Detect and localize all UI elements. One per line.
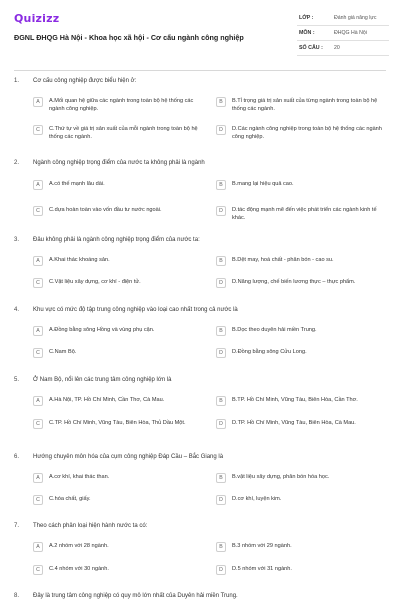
question-number: 3. [14,237,20,243]
worksheet-title: ĐGNL ĐHQG Hà Nội - Khoa học xã hội - Cơ cấu ngành công nghiệp [14,33,244,42]
option-text: B.mang lại hiệu quả cao. [232,181,294,187]
option-letter-badge: D [216,348,226,358]
question-text: Đây là trung tâm công nghiệp có quy mô lớn nhất của Duyên hải miền Trung. [33,593,238,599]
question-text: Ngành công nghiệp trọng điểm của nước ta không phải là ngành [33,160,205,166]
option-letter-badge: D [216,419,226,429]
option-letter-badge: A [33,256,43,266]
option-letter-badge: B [216,180,226,190]
option-letter-badge: A [33,326,43,336]
option-text: B.Dệt may, hoá chất - phân bón - cao su. [232,257,334,263]
option-text: D.TP. Hồ Chí Minh, Vũng Tàu, Biên Hòa, Cà Mau. [232,420,356,426]
option-text: A.Mối quan hệ giữa các ngành trong toàn bộ hệ thống các ngành công nghiệp. [49,98,194,112]
option-text: B.Dọc theo duyên hải miền Trung. [232,327,317,333]
question-number: 4. [14,307,20,313]
option-text: C.Thứ tự về giá trị sản xuất của mỗi ngành trong toàn bộ hệ thống các ngành. [49,126,198,140]
option-text: A.có thế mạnh lâu dài. [49,181,105,187]
meta-label: MÔN : [299,30,315,36]
option-letter-badge: A [33,473,43,483]
option-letter-badge: A [33,180,43,190]
option-letter-badge: A [33,542,43,552]
option-text: A.cơ khí, khai thác than. [49,474,110,480]
meta-row-question-count [297,41,389,56]
option-letter-badge: B [216,542,226,552]
option-letter-badge: C [33,206,43,216]
meta-value: 20 [334,45,340,51]
option-letter-badge: B [216,473,226,483]
option-text: A.Khai thác khoáng sản. [49,257,110,263]
option-letter-badge: C [33,125,43,135]
option-letter-badge: D [216,278,226,288]
option-text: C.dựa hoàn toàn vào vốn đầu tư nước ngoài. [49,207,162,213]
meta-row-class [297,11,389,26]
option-letter-badge: C [33,495,43,505]
option-letter-badge: B [216,97,226,107]
option-text: B.TP. Hồ Chí Minh, Vũng Tàu, Biên Hòa, Cần Thơ. [232,397,358,403]
worksheet-header [0,0,400,68]
option-text: C.Nam Bộ. [49,349,77,355]
option-letter-badge: B [216,256,226,266]
option-letter-badge: D [216,206,226,216]
option-letter-badge: C [33,278,43,288]
meta-value: ĐHQG Hà Nội [334,30,367,36]
question-number: 1. [14,78,20,84]
option-text: D.Năng lượng, chế biến lương thực – thực phẩm. [232,279,356,285]
option-letter-badge: C [33,348,43,358]
meta-value: Đánh giá năng lực [334,15,377,21]
option-text: C.4 nhóm với 30 ngành. [49,566,109,572]
worksheet-meta [297,11,389,56]
question-number: 6. [14,454,20,460]
option-text: B.3 nhóm với 29 ngành. [232,543,292,549]
question-number: 8. [14,593,20,599]
option-text: A.Hà Nội, TP. Hồ Chí Minh, Cần Thơ, Cà Mau. [49,397,165,403]
option-text: D.Các ngành công nghiệp trong toàn bộ hệ thống các ngành công nghiệp. [232,126,382,140]
question-text: Đâu không phải là ngành công nghiệp trọng điểm của nước ta: [33,237,200,243]
question-text: Ở Nam Bộ, nổi lên các trung tâm công nghiệp lớn là [33,377,172,383]
option-text: D.cơ khí, luyện kim. [232,496,282,502]
option-text: A.Đồng bằng sông Hồng và vùng phụ cận. [49,327,155,333]
option-text: B.Tỉ trọng giá trị sản xuất của từng ngành trong toàn bộ hệ thống các ngành. [232,98,378,112]
option-letter-badge: D [216,125,226,135]
option-letter-badge: C [33,565,43,575]
option-letter-badge: D [216,495,226,505]
question-text: Hướng chuyên môn hóa của cụm công nghiệp Đáp Cầu – Bắc Giang là [33,454,224,460]
quizizz-logo: Quizizz [14,12,60,25]
question-number: 2. [14,160,20,166]
meta-label: LỚP : [299,15,314,21]
option-text: D.5 nhóm với 31 ngành. [232,566,292,572]
option-letter-badge: A [33,396,43,406]
meta-row-subject [297,26,389,41]
option-text: A.2 nhóm với 28 ngành. [49,543,109,549]
option-letter-badge: D [216,565,226,575]
question-number: 7. [14,523,20,529]
question-number: 5. [14,377,20,383]
option-text: C.hóa chất, giấy. [49,496,91,502]
option-text: B.vật liệu xây dựng, phân bón hóa học. [232,474,330,480]
meta-label: SỐ CÂU : [299,45,323,51]
option-letter-badge: B [216,326,226,336]
question-text: Cơ cấu công nghiệp được biểu hiện ở: [33,78,137,84]
option-text: D.tác động mạnh mẽ đến việc phát triển các ngành kinh tế khác. [232,207,377,221]
question-text: Khu vực có mức độ tập trung công nghiệp vào loại cao nhất trong cả nước là [33,307,238,313]
header-divider [14,70,386,71]
option-text: D.Đồng bằng sông Cửu Long. [232,349,307,355]
option-text: C.TP. Hồ Chí Minh, Vũng Tàu, Biên Hòa, Thủ Dầu Một. [49,420,186,426]
option-letter-badge: A [33,97,43,107]
option-text: C.Vật liệu xây dựng, cơ khí - điện tử. [49,279,141,285]
option-letter-badge: B [216,396,226,406]
question-text: Theo cách phân loại hiện hành nước ta có: [33,523,148,529]
option-letter-badge: C [33,419,43,429]
